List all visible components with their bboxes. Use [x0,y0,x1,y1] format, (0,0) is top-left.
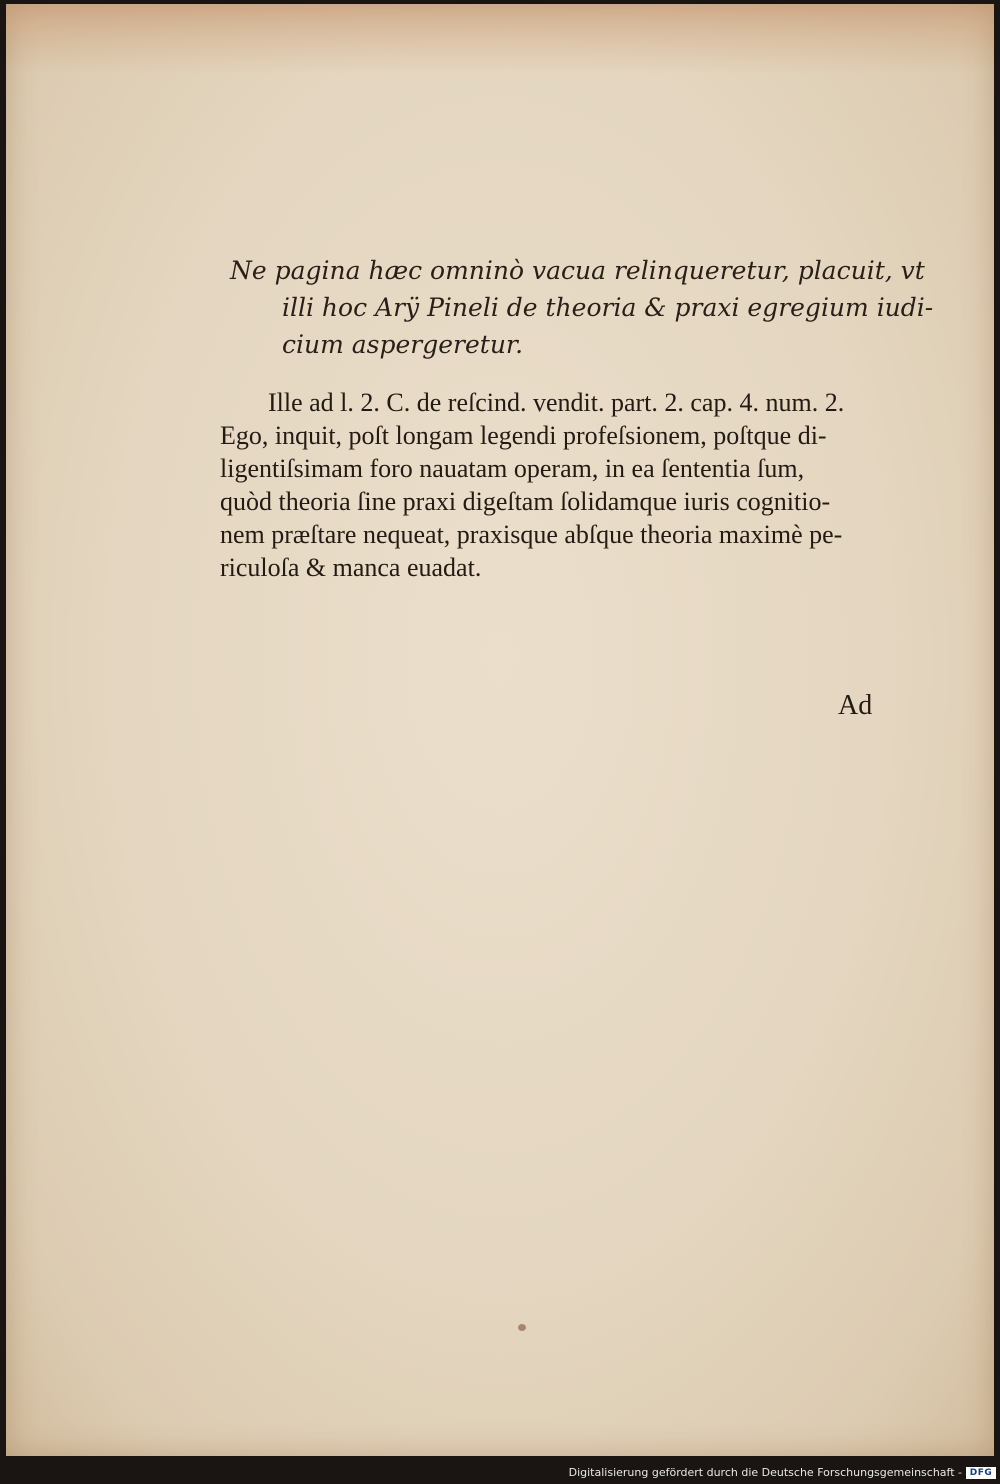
quote-line: riculoſa & manca euadat. [220,553,482,582]
show-through-bleed [346,144,946,224]
funding-notice: Digitalisierung gefördert durch die Deutsche Forschungsgemeinschaft - [568,1466,962,1479]
catchword: Ad [838,690,873,721]
page-stain [6,4,994,74]
paper-speck [518,1324,526,1331]
quote-line: nem præſtare nequeat, praxisque abſque theoria maximè pe- [220,520,843,549]
book-page [6,4,994,1456]
quote-line: Ego, inquit, poſt longam legendi profeſsionem, poſtque di- [220,421,827,450]
quote-line: ligentiſsimam foro nauatam operam, in ea ſententia ſum, [220,454,805,483]
notice-line: cium aspergeretur. [282,330,524,359]
pinelus-quote [220,386,920,584]
notice-line: Ne pagina hæc omninò vacua relinqueretur, placuit, vt [230,256,925,285]
dfg-logo: DFG [966,1467,996,1479]
notice-line: illi hoc Arÿ Pineli de theoria & praxi egregium iudi- [282,293,934,322]
quote-line: quòd theoria ſine praxi digeſtam ſolidamque iuris cognitio- [220,487,831,516]
quote-line: Ille ad l. 2. C. de reſcind. vendit. part. 2. cap. 4. num. 2. [268,388,845,417]
italic-notice [230,252,934,363]
